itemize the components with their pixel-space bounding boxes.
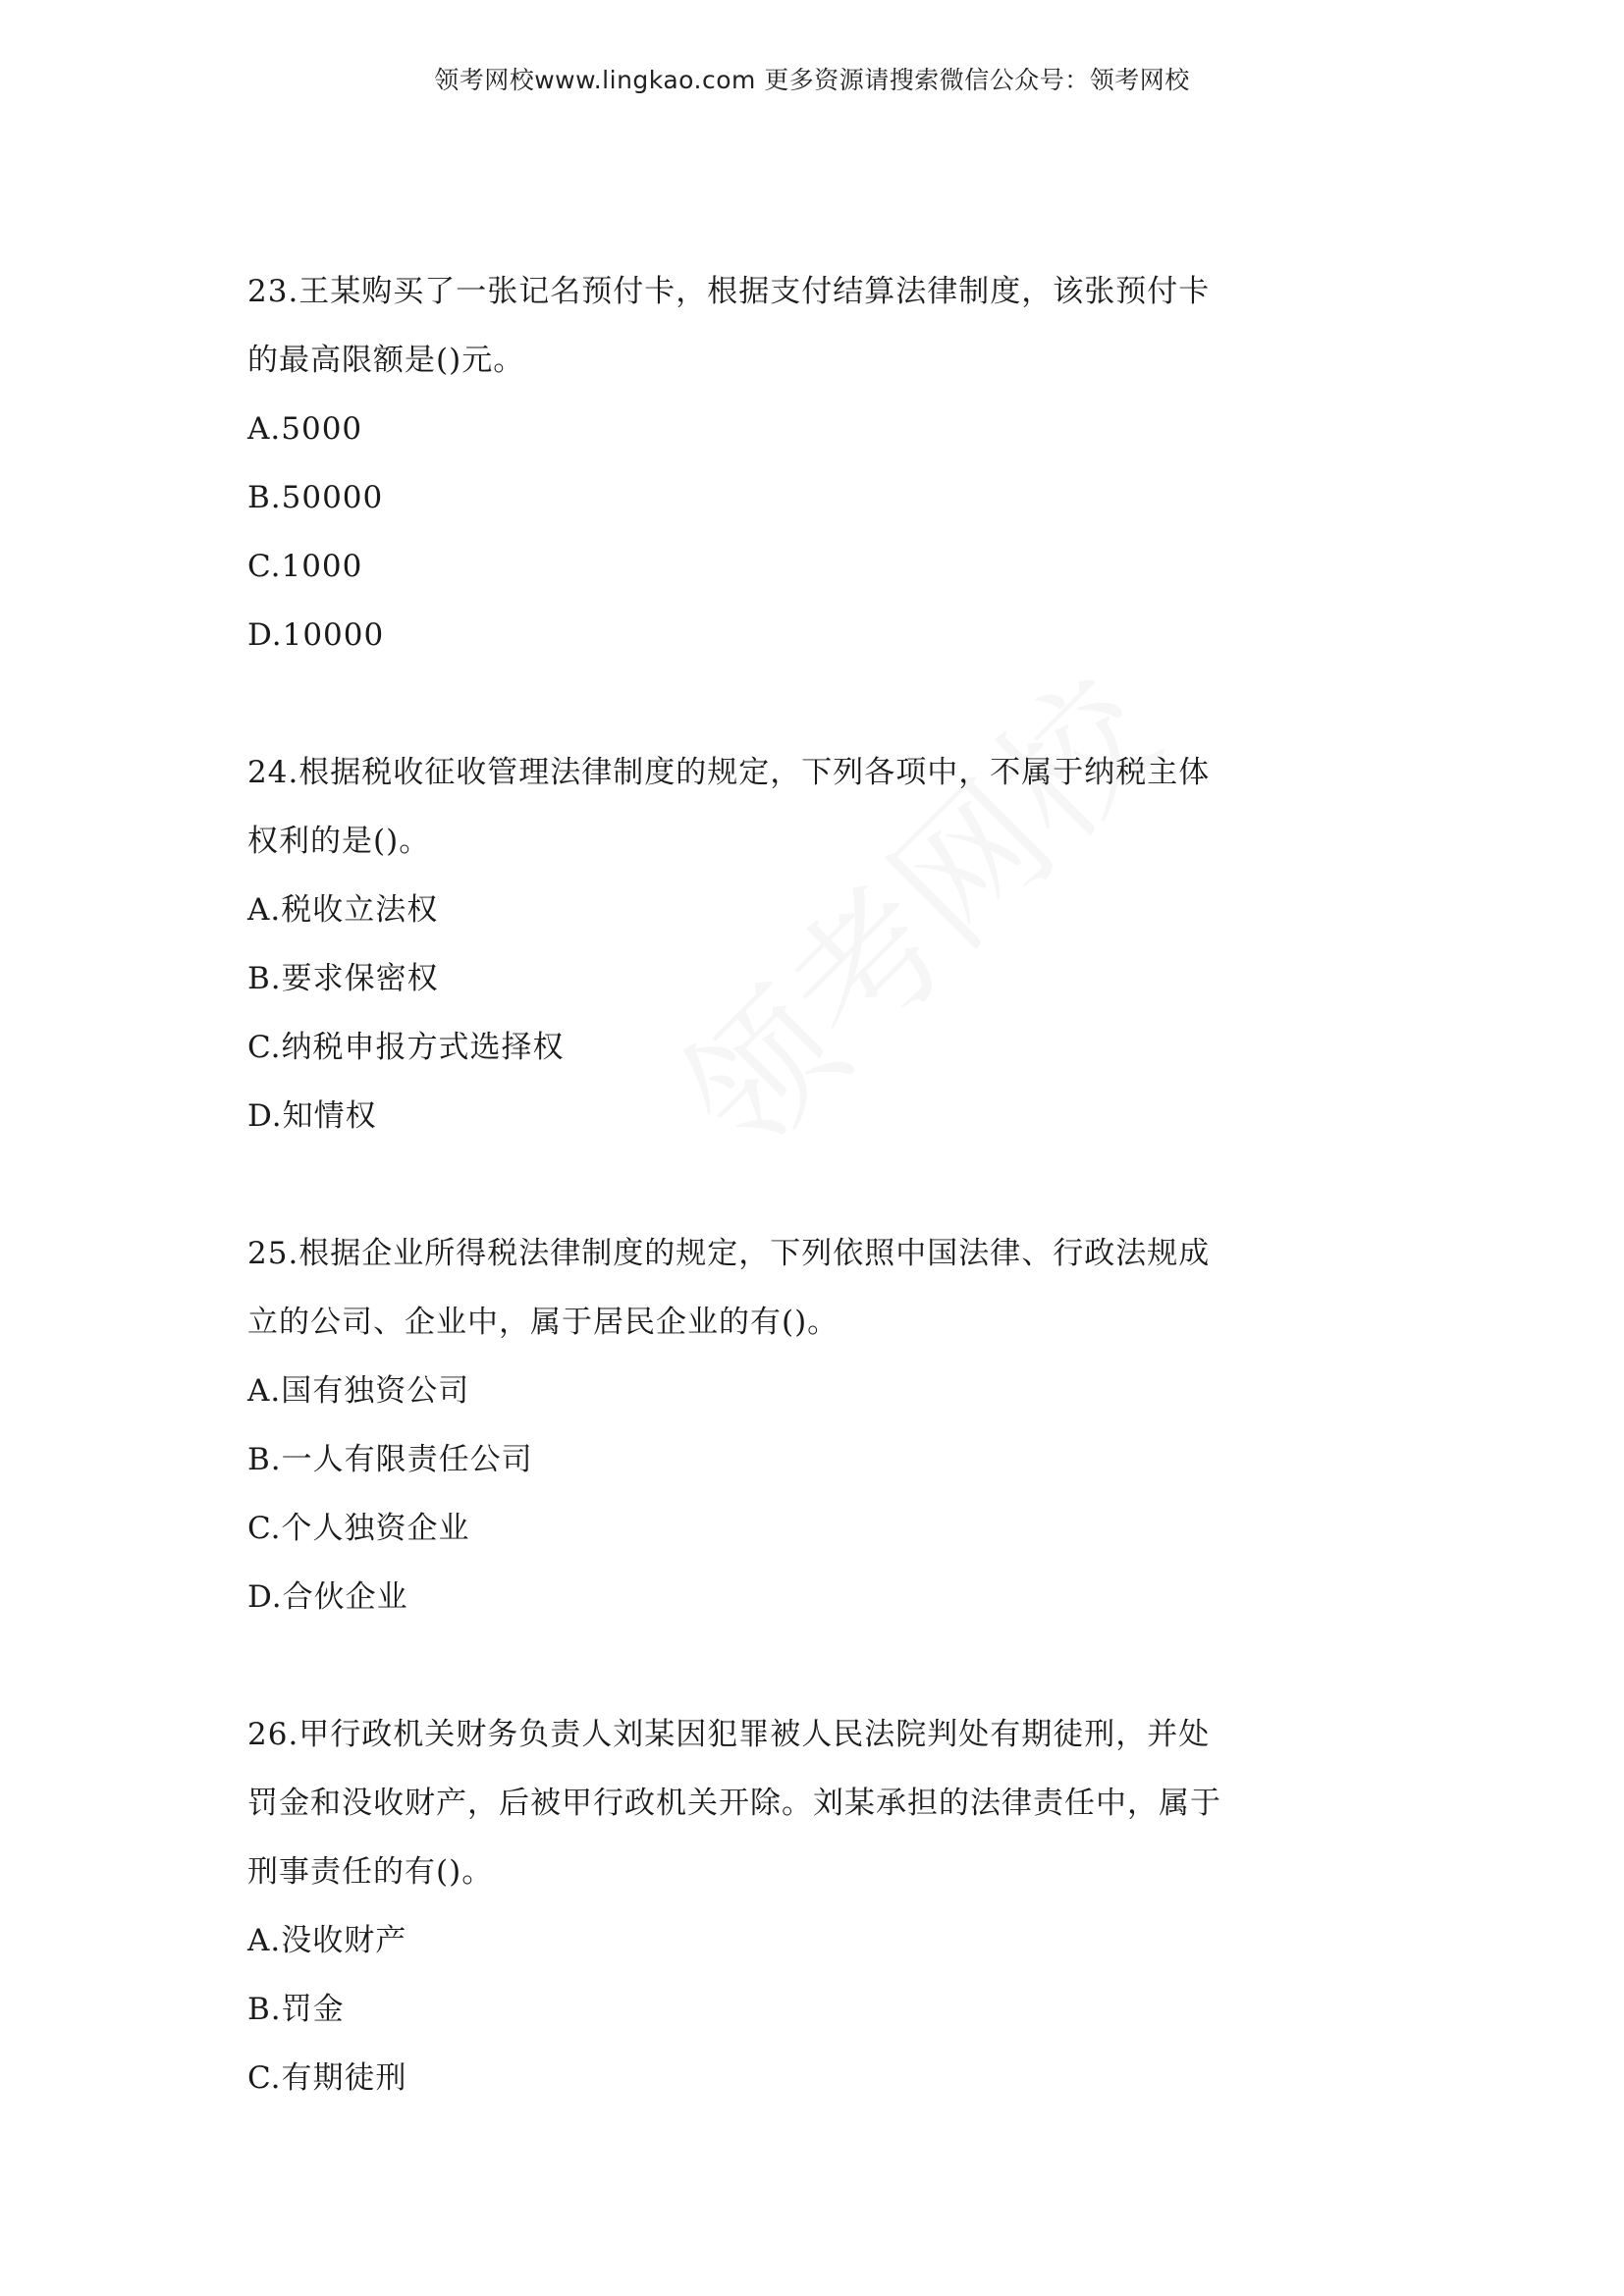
document-body (247, 257, 1278, 2181)
question-26 (247, 1700, 1278, 2112)
option-b: B.50000 (247, 480, 384, 515)
question-stem-line: 26.甲行政机关财务负责人刘某因犯罪被人民法院判处有期徒刑，并处 (247, 1717, 1211, 1752)
option-d: D.10000 (247, 617, 385, 653)
option-c: C.个人独资企业 (247, 1511, 470, 1546)
option-b: B.一人有限责任公司 (247, 1442, 533, 1477)
option-d: D.知情权 (247, 1098, 377, 1134)
question-stem-line: 24.根据税收征收管理法律制度的规定，下列各项中，不属于纳税主体 (247, 755, 1211, 790)
question-stem-line: 23.王某购买了一张记名预付卡，根据支付结算法律制度，该张预付卡 (247, 274, 1211, 309)
option-c: C.1000 (247, 549, 363, 584)
option-a: A.没收财产 (247, 1923, 407, 1958)
question-stem-line: 刑事责任的有()。 (247, 1854, 494, 1890)
question-stem-line: 罚金和没收财产，后被甲行政机关开除。刘某承担的法律责任中，属于 (247, 1786, 1221, 1821)
option-a: A.税收立法权 (247, 892, 439, 928)
question-stem-line: 权利的是()。 (247, 824, 431, 859)
page-header: 领考网校www.lingkao.com 更多资源请搜索微信公众号：领考网校 (434, 66, 1190, 94)
question-stem-line: 的最高限额是()元。 (247, 343, 525, 378)
question-23 (247, 257, 1278, 669)
option-a: A.国有独资公司 (247, 1373, 470, 1409)
question-stem-line: 25.根据企业所得税法律制度的规定，下列依照中国法律、行政法规成 (247, 1236, 1211, 1271)
option-d: D.合伙企业 (247, 1579, 408, 1615)
option-a: A.5000 (247, 411, 363, 447)
option-c: C.纳税申报方式选择权 (247, 1030, 565, 1065)
question-stem-line: 立的公司、企业中，属于居民企业的有()。 (247, 1305, 839, 1340)
option-b: B.罚金 (247, 1992, 345, 2027)
option-c: C.有期徒刑 (247, 2060, 407, 2096)
question-24 (247, 738, 1278, 1150)
option-b: B.要求保密权 (247, 961, 439, 996)
question-25 (247, 1219, 1278, 1631)
